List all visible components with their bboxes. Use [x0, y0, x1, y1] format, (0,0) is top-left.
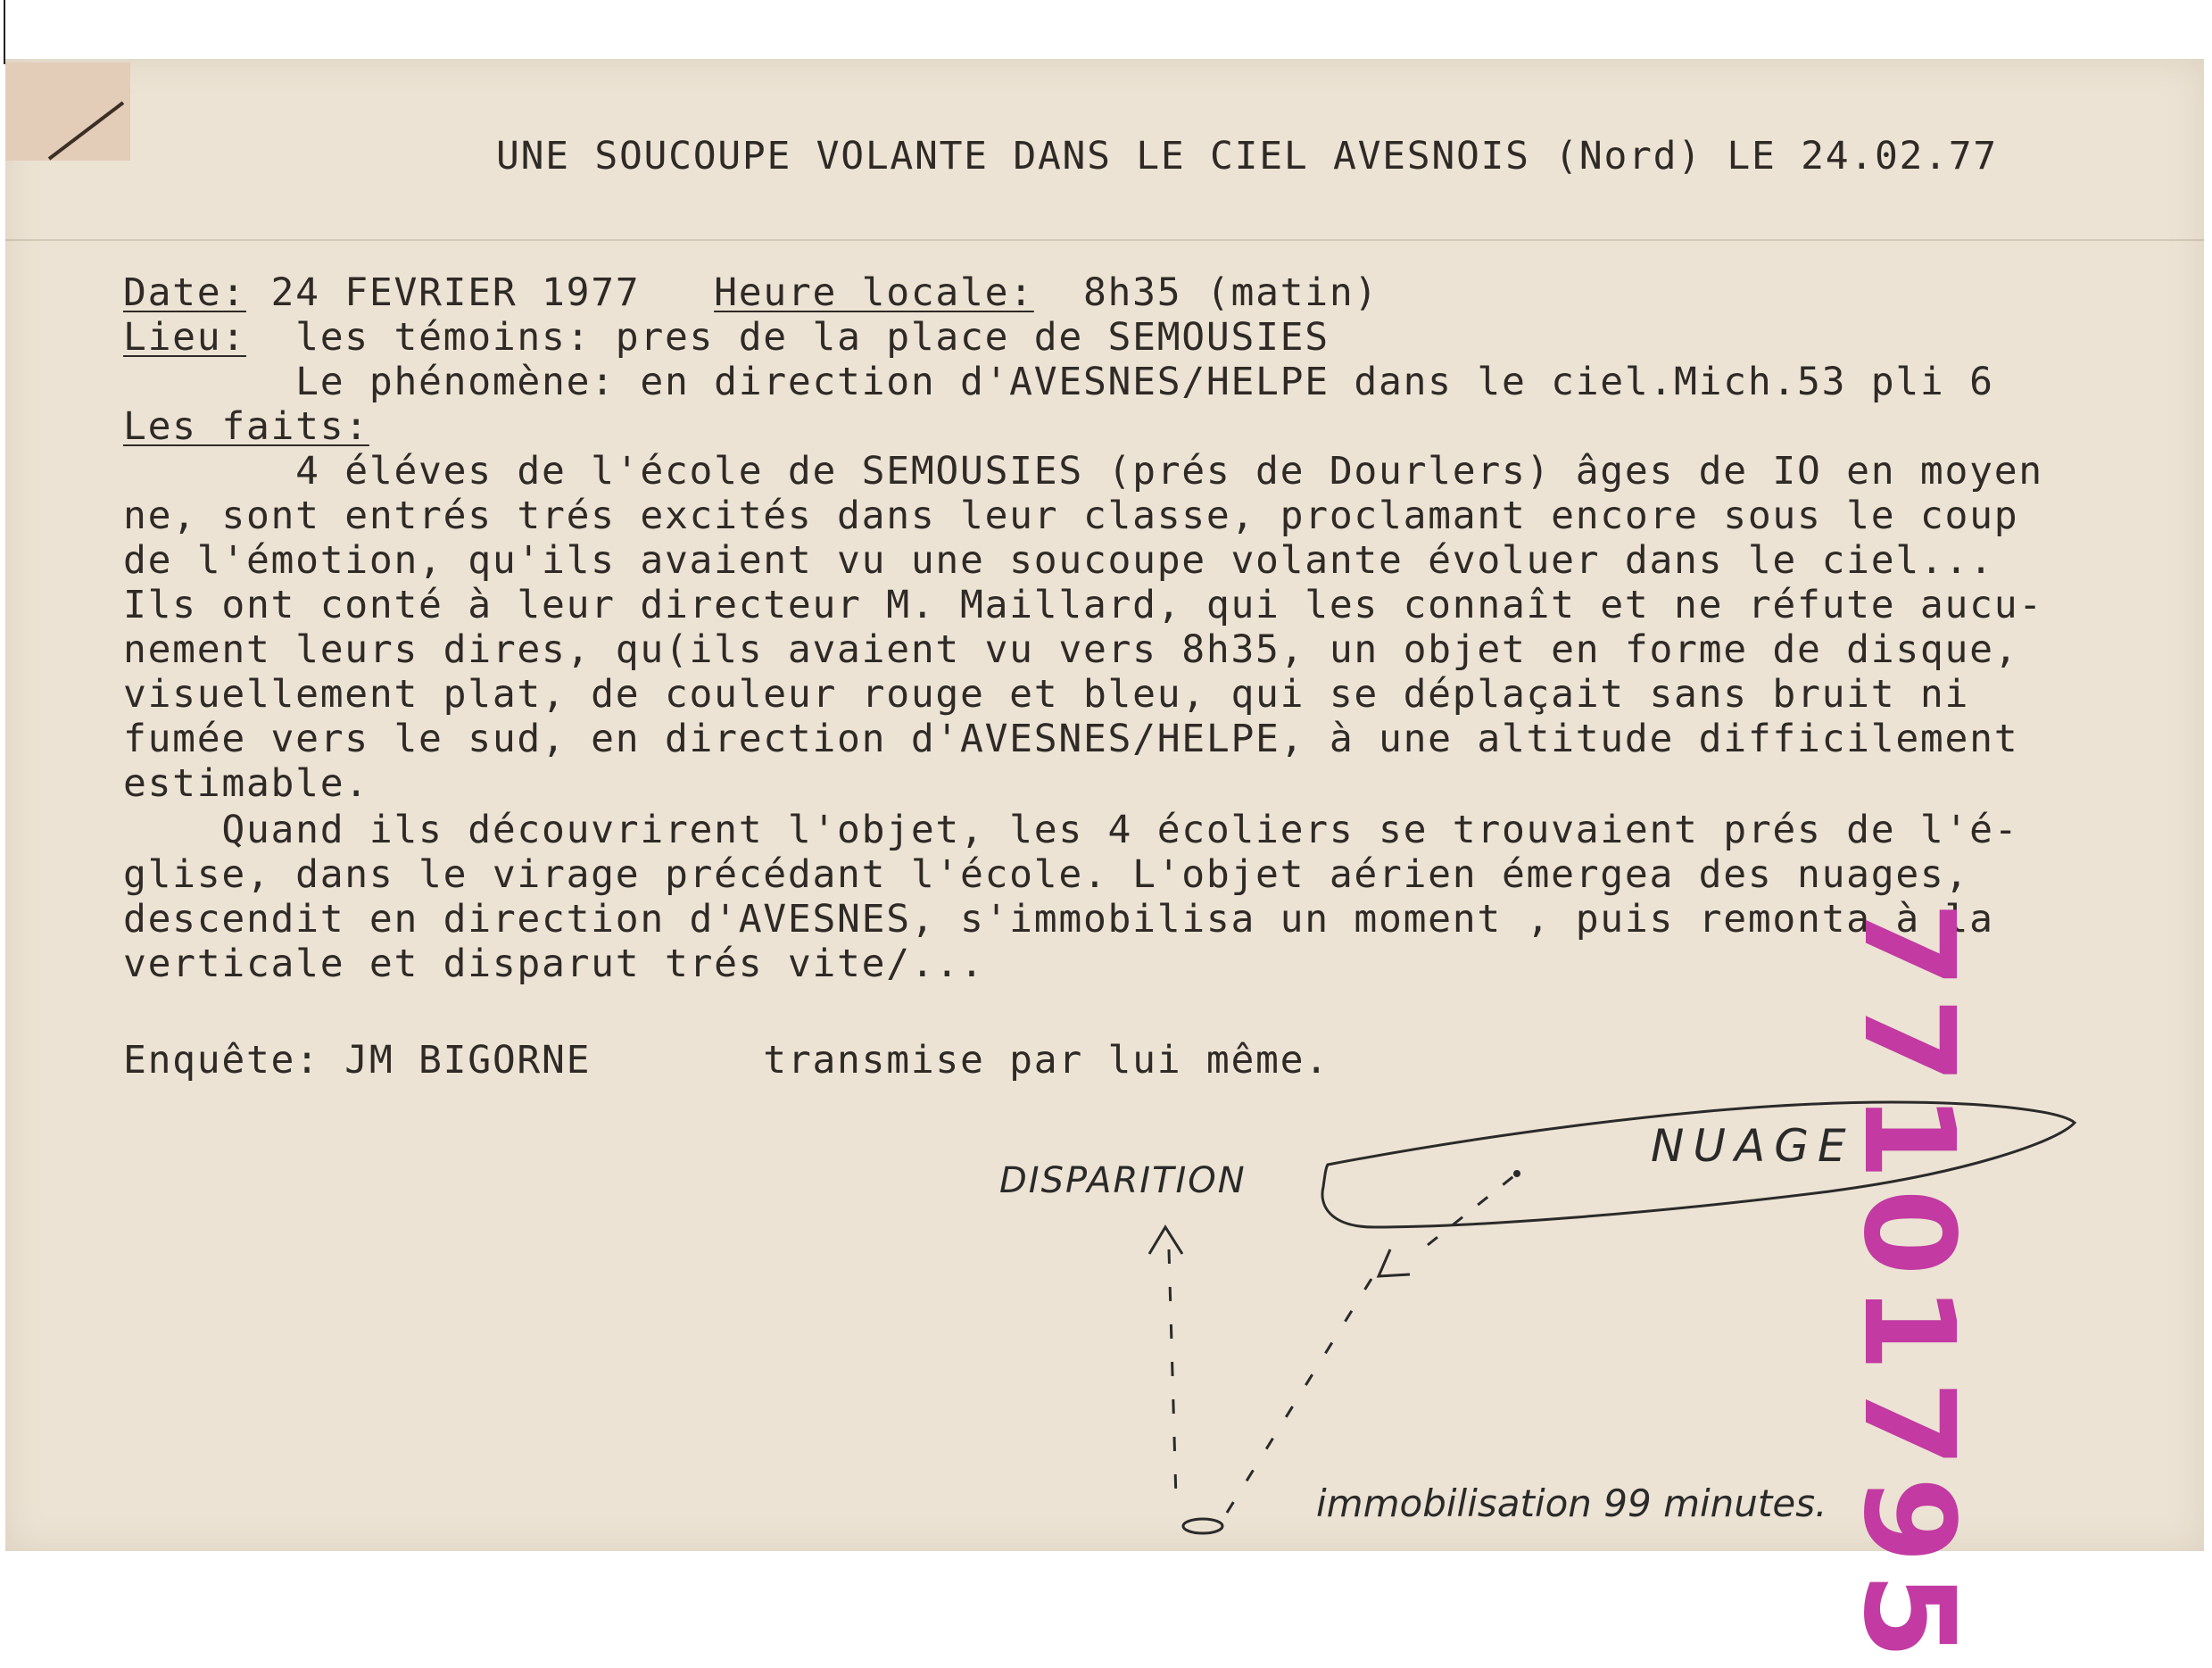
sketch-label-disparition: DISPARITION	[999, 1160, 1247, 1201]
sketch-label-nuage: NUAGE	[1651, 1120, 1855, 1172]
document-title: UNE SOUCOUPE VOLANTE DANS LE CIEL AVESNOIS (Nord) LE 24.02.77	[496, 134, 1998, 178]
paragraph1-line: estimable.	[123, 761, 369, 806]
paragraph2-line: glise, dans le virage précédant l'école. L'objet aérien émergea des nuages,	[123, 852, 1970, 897]
paragraph1-line: 4 éléves de l'école de SEMOUSIES (prés de Dourlers) âges de IO en moyen	[123, 449, 2043, 494]
faits-label: Les faits:	[123, 404, 369, 449]
paragraph1-line: nement leurs dires, qu(ils avaient vu vers 8h35, un objet en forme de disque,	[123, 627, 2019, 672]
date-label: Date:	[123, 270, 246, 315]
descent-dashed-line	[1428, 1174, 1517, 1245]
paragraph2-line: Quand ils découvrirent l'objet, les 4 écoliers se trouvaient prés de l'é-	[123, 808, 2019, 852]
down-arrow-icon	[1379, 1249, 1410, 1276]
lieu-value: les témoins: pres de la place de SEMOUSIES	[245, 315, 1330, 360]
paragraph1-line: fumée vers le sud, en direction d'AVESNES/HELPE, à une altitude difficilement	[123, 717, 2019, 761]
pencil-mark	[49, 103, 123, 159]
vertical-dashed-line	[1169, 1249, 1176, 1499]
reference-number-stamp: 77101795	[1835, 901, 1981, 1668]
up-arrow-icon	[1149, 1227, 1182, 1254]
paragraph2-line: descendit en direction d'AVESNES, s'immobilisa un moment , puis remonta à la	[123, 897, 1994, 942]
date-value: 24 FEVRIER 1977	[245, 270, 715, 315]
paragraph2-line: verticale et disparut trés vite/...	[123, 942, 985, 986]
phenomene-line: Le phénomène: en direction d'AVESNES/HELPE dans le ciel.Mich.53 pli 6	[123, 360, 1994, 404]
lieu-label: Lieu:	[123, 315, 246, 360]
paragraph1-line: Ils ont conté à leur directeur M. Maillard, qui les connaît et ne réfute aucu-	[123, 583, 2043, 627]
paragraph1-line: de l'émotion, qu'ils avaient vu une soucoupe volante évoluer dans le ciel...	[123, 538, 1994, 583]
paragraph1-line: visuellement plat, de couleur rouge et bleu, qui se déplaçait sans bruit ni	[123, 672, 1970, 717]
enquete-line: Enquête: JM BIGORNE transmise par lui même.	[123, 1038, 1330, 1083]
heure-label: Heure locale:	[714, 270, 1034, 315]
heure-value: 8h35 (matin)	[1033, 270, 1379, 315]
diagonal-dashed-line	[1227, 1267, 1379, 1513]
sketch-label-immobilisation: immobilisation 99 minutes.	[1316, 1481, 1827, 1525]
paragraph1-line: ne, sont entrés trés excités dans leur classe, proclamant encore sous le coup	[123, 494, 2019, 538]
object-oval-icon	[1183, 1519, 1222, 1533]
